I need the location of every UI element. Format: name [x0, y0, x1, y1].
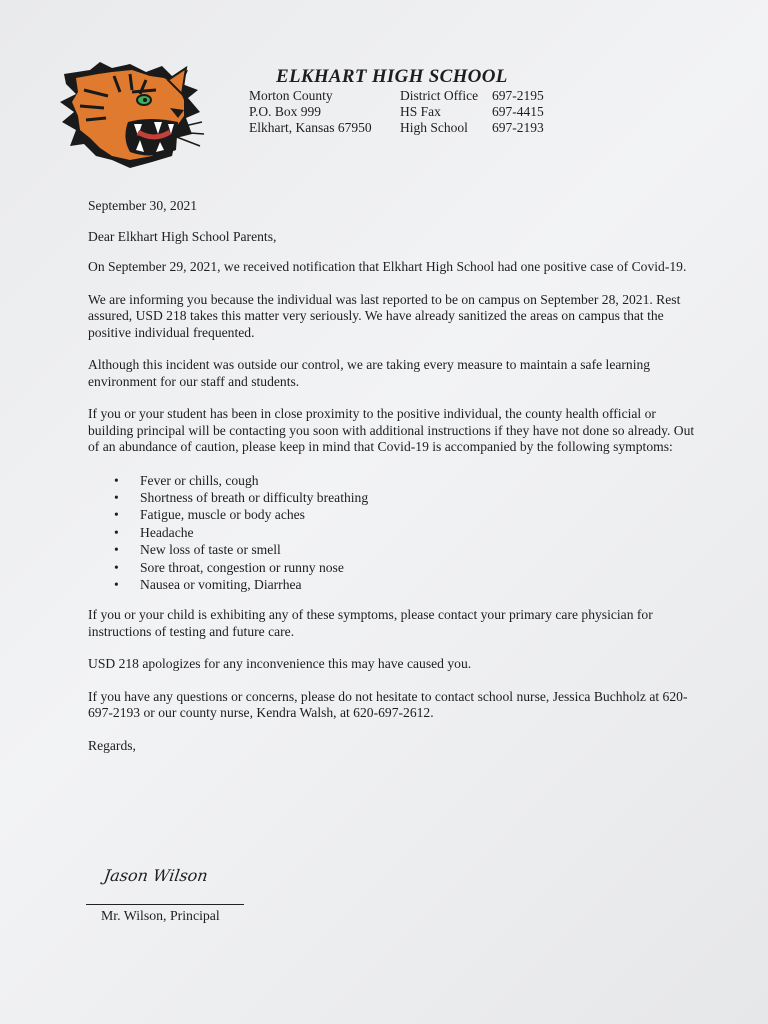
handwritten-signature: Jason Wilson — [102, 866, 210, 885]
signature-line — [86, 904, 244, 905]
letter-greeting: Dear Elkhart High School Parents, — [88, 228, 277, 244]
phone-label-high-school: High School — [400, 120, 468, 135]
symptom-item: • Sore throat, congestion or runny nose — [114, 559, 698, 576]
phone-labels — [400, 88, 478, 136]
phone-label-district: District Office — [400, 88, 479, 103]
phone-number-fax: 697-4415 — [492, 104, 544, 119]
address-city: Elkhart, Kansas 67950 — [249, 120, 372, 135]
phone-number-district: 697-2195 — [492, 88, 544, 103]
paragraph-proximity: If you or your student has been in close proximity to the positive individual, the county health official or building principal will be contacting you soon with additional instructions if they have not done so already. Out of an abundance of caution, please keep in mind that Covid-19 is accompanied by the following symptoms: — [88, 406, 695, 454]
wildcat-logo — [60, 60, 205, 170]
symptom-item: • Nausea or vomiting, Diarrhea — [114, 576, 698, 593]
symptom-item: • New loss of taste or smell — [114, 541, 698, 558]
paragraph-safety: Although this incident was outside our control, we are taking every measure to maintain a safe learning environment for our staff and students. — [88, 357, 651, 389]
paragraph-apology: USD 218 apologizes for any inconvenience this may have caused you. — [88, 656, 472, 672]
school-address — [249, 88, 372, 136]
sign-off: Regards, — [88, 737, 136, 753]
symptom-item: • Shortness of breath or difficulty breathing — [114, 489, 698, 506]
letter-date: September 30, 2021 — [88, 198, 198, 213]
symptom-item: • Headache — [114, 524, 698, 541]
address-po-box: P.O. Box 999 — [249, 104, 322, 119]
address-county: Morton County — [249, 88, 333, 103]
phone-number-high-school: 697-2193 — [492, 120, 544, 135]
phone-label-fax: HS Fax — [400, 104, 441, 119]
letter-body — [88, 198, 698, 770]
paragraph-notification: On September 29, 2021, we received notification that Elkhart High School had one positive case of Covid-19. — [88, 259, 687, 274]
symptom-item: • Fever or chills, cough — [114, 472, 698, 489]
paragraph-informing: We are informing you because the individual was last reported to be on campus on September 28, 2021. Rest assured, USD 218 takes this matter very seriously. We have already sanitized the areas on campus that the positive individual frequented. — [88, 291, 681, 340]
school-name: ELKHART HIGH SCHOOL — [276, 66, 508, 87]
symptom-item: • Fatigue, muscle or body aches — [114, 506, 698, 523]
phone-numbers — [492, 88, 544, 136]
signer-name: Mr. Wilson, Principal — [101, 908, 220, 923]
paragraph-questions: If you have any questions or concerns, please do not hesitate to contact school nurse, Jessica Buchholz at 620-697-2193 or our county nurse, Kendra Walsh, at 620-697-2612. — [88, 688, 688, 721]
paragraph-contact-physician: If you or your child is exhibiting any of these symptoms, please contact your primary care physician for instructions of testing and future care. — [88, 607, 653, 639]
symptom-list — [88, 472, 698, 594]
